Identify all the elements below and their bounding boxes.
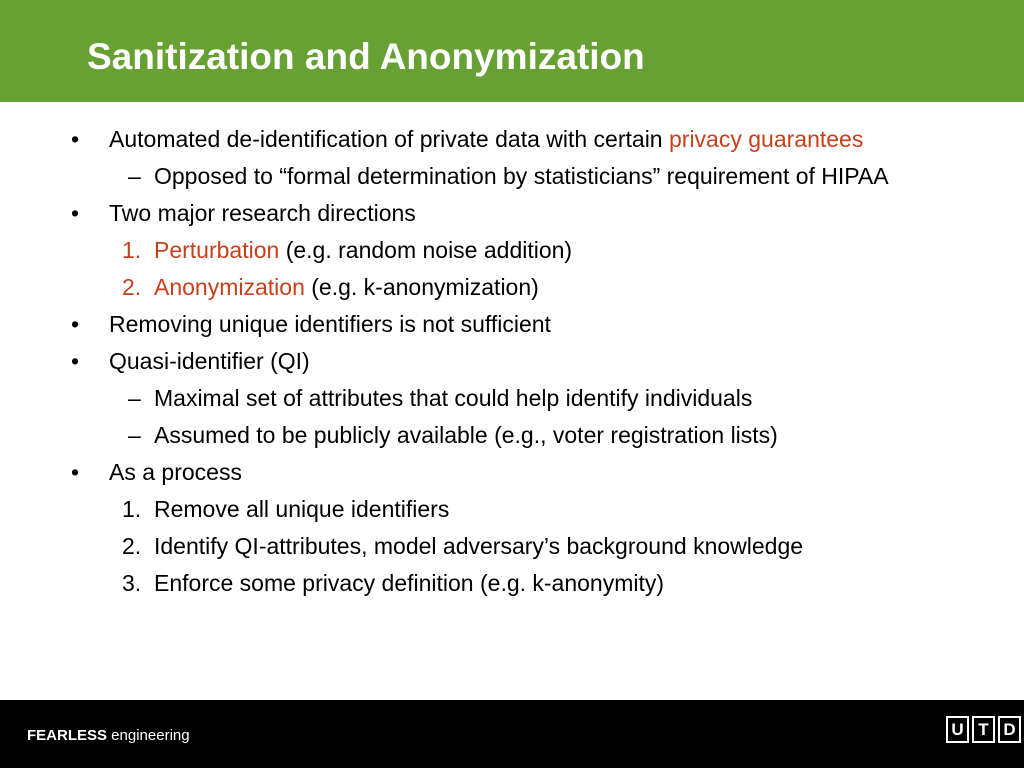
bullet-text: Two major research directions [109,200,416,226]
brand-rest: engineering [107,727,190,744]
bullet-marker: • [71,311,80,337]
numbered-highlight: Perturbation [154,237,280,263]
bullet-marker: • [71,348,80,374]
number-marker: 1. [122,237,142,263]
number-marker: 3. [122,570,142,596]
bullet-item [0,346,1024,377]
numbered-text [154,272,954,303]
slide-footer [0,700,1024,768]
footer-brand [27,727,190,745]
bullet-marker: • [71,200,80,226]
dash-marker: – [128,422,141,448]
logo-letter-t: T [972,716,995,743]
numbered-highlight: Anonymization [154,274,305,300]
numbered-item [0,235,1024,266]
number-marker: 2. [122,533,142,559]
bullet-marker: • [71,126,80,152]
slide-header [0,0,1024,102]
sub-bullet-item [0,383,1024,414]
bullet-text: Quasi-identifier (QI) [109,348,310,374]
numbered-text: Remove all unique identifiers [154,496,450,522]
sub-bullet-item [0,161,1024,192]
dash-marker: – [128,163,141,189]
sub-bullet-text: Opposed to “formal determination by statisticians” requirement of HIPAA [154,163,889,189]
bullet-highlight: privacy guarantees [669,126,864,152]
bullet-item [0,457,1024,488]
sub-bullet-item [0,420,1024,451]
numbered-item [0,531,1024,562]
brand-bold: FEARLESS [27,727,108,744]
dash-marker: – [128,385,141,411]
bullet-marker: • [71,459,80,485]
slide-title: Sanitization and Anonymization [87,36,645,77]
sub-bullet-text: Maximal set of attributes that could help identify individuals [154,385,753,411]
numbered-item [0,494,1024,525]
number-marker: 2. [122,274,142,300]
numbered-text-plain: (e.g. k-anonymization) [304,274,539,300]
numbered-item [0,272,1024,303]
bullet-text: Removing unique identifiers is not sufficient [109,311,551,337]
slide-content [0,124,1024,599]
bullet-item [0,309,1024,340]
sub-bullet-text: Assumed to be publicly available (e.g., voter registration lists) [154,422,778,448]
numbered-text-plain: (e.g. random noise addition) [279,237,573,263]
bullet-text [109,124,909,155]
bullet-item [0,124,1024,155]
numbered-text [154,235,954,266]
utd-logo [946,716,1021,743]
logo-letter-u: U [946,716,969,743]
bullet-text: As a process [109,459,242,485]
numbered-text: Identify QI-attributes, model adversary’s background knowledge [154,533,804,559]
number-marker: 1. [122,496,142,522]
bullet-text-plain: Automated de-identification of private data with certain [109,126,669,152]
numbered-text: Enforce some privacy definition (e.g. k-anonymity) [154,570,665,596]
numbered-item [0,568,1024,599]
logo-letter-d: D [998,716,1021,743]
bullet-item [0,198,1024,229]
